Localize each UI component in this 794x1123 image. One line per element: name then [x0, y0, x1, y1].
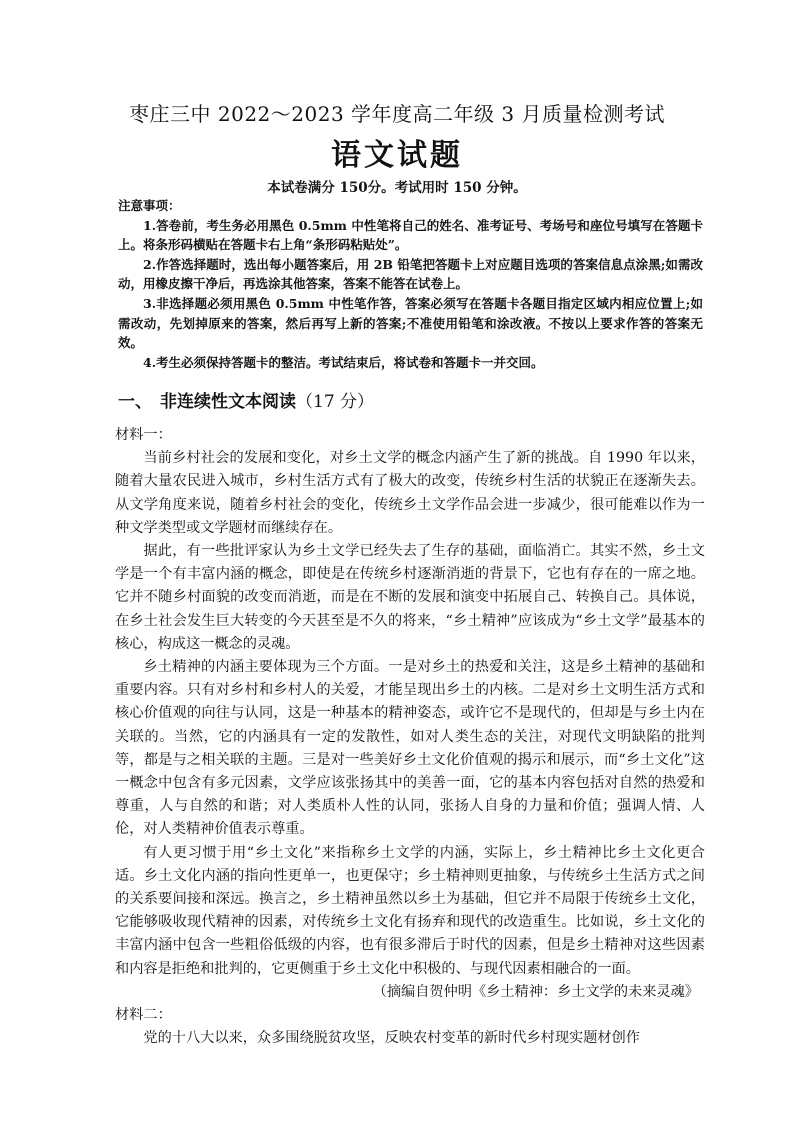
notice-block [118, 196, 703, 372]
notice-item: 3.非选择题必须用黑色 0.5mm 中性笔作答，答案必须写在答题卡各题目指定区域内相应位置上;如需改动，先划掉原来的答案，然后再写上新的答案;不准使用铅笔和涂改液。不按以上要求作答的答案无效。 [118, 295, 703, 351]
section-title: 非连续性文本阅读 [160, 392, 296, 412]
paragraph: 有人更习惯于用“乡土文化”来指称乡土文学的内涵，实际上，乡土精神比乡土文化更合适。乡土文化内涵的指向性更单一，也更保守；乡土精神则更抽象，与传统乡土生活方式之间的关系要间接和深远。换言之，乡土精神虽然以乡土为基础，但它并不局限于传统乡土文化，它能够吸收现代精神的因素，对传统乡土文化有扬弃和现代的改造重生。比如说，乡土文化的丰富内涵中包含一些粗俗低级的内容，也有很多滞后于时代的因素，但是乡土精神对这些因素和内容是拒绝和批判的，它更侧重于乡土文化中积极的、与现代因素相融合的一面。 [115, 844, 705, 977]
notice-heading: 注意事项： [118, 198, 181, 213]
notice-item: 4.考生必须保持答题卡的整洁。考试结束后，将试卷和答题卡一并交回。 [143, 354, 544, 370]
score-info: 本试卷满分 150分。考试用时 150 分钟。 [267, 180, 527, 196]
section-number: 一、 [118, 392, 152, 412]
source-citation: （摘编自贺仲明《乡土精神：乡土文学的未来灵魂》 [372, 983, 699, 1000]
reading-text [115, 424, 705, 1050]
section-heading [118, 387, 703, 412]
subject-title: 语文试题 [331, 138, 463, 173]
paragraph: 乡土精神的内涵主要体现为三个方面。一是对乡土的热爱和关注，这是乡土精神的基础和重要内容。只有对乡村和乡村人的关爱，才能呈现出乡土的内核。二是对乡土文明生活方式和核心价值观的向往与认同，这是一种基本的精神姿态，或许它不是现代的，但却是与乡土内在关联的。当然，它的内涵具有一定的发散性，如对人类生态的关注，对现代文明缺陷的批判等，都是与之相关联的主题。三是对一些美好乡土文化价值观的揭示和展示，而“乡土文化”这一概念中包含有多元因素，文学应该张扬其中的美善一面，它的基本内容包括对自然的热爱和尊重，人与自然的和谐；对人类质朴人性的认同，张扬人自身的力量和价值；强调人情、人伦，对人类精神价值表示尊重。 [115, 659, 705, 838]
notice-item: 1.答卷前，考生务必用黑色 0.5mm 中性笔将自己的姓名、准考证号、考场号和座位号填写在答题卡上。将条形码横贴在答题卡右上角“条形码粘贴处”。 [118, 217, 703, 253]
paragraph: 据此，有一些批评家认为乡土文学已经失去了生存的基础，面临消亡。其实不然，乡土文学是一个有丰富内涵的概念，即使是在传统乡村逐渐消逝的背景下，它也有存在的一席之地。它并不随乡村面貌的改变而消逝，而是在不断的发展和演变中拓展自己、转换自己。具体说，在乡土社会发生巨大转变的今天甚至是不久的将来，“乡土精神”应该成为“乡土文学”最基本的核心，构成这一概念的灵魂。 [115, 543, 705, 652]
section-points: （17 分） [296, 392, 375, 412]
notice-item: 2.作答选择题时，选出每小题答案后，用 2B 铅笔把答题卡上对应题目选项的答案信息点涂黑;如需改动，用橡皮擦干净后，再选涂其他答案，答案不能答在试卷上。 [118, 256, 703, 292]
paragraph: 当前乡村社会的发展和变化，对乡土文学的概念内涵产生了新的挑战。自 1990 年以来，随着大量农民进入城市，乡村生活方式有了极大的改变，传统乡村生活的状貌正在逐渐失去。从文学角度来说，随着乡村社会的变化，传统乡土文学作品会进一步减少，很可能难以作为一种文学类型或文学题材而继续存在。 [115, 450, 705, 536]
material-label: 材料二： [115, 1007, 172, 1024]
exam-title: 枣庄三中 2022～2023 学年度高二年级 3 月质量检测考试 [129, 102, 665, 126]
material-label: 材料一： [115, 427, 172, 443]
paragraph: 党的十八大以来，众多围绕脱贫攻坚，反映农村变革的新时代乡村现实题材创作 [143, 1030, 640, 1047]
